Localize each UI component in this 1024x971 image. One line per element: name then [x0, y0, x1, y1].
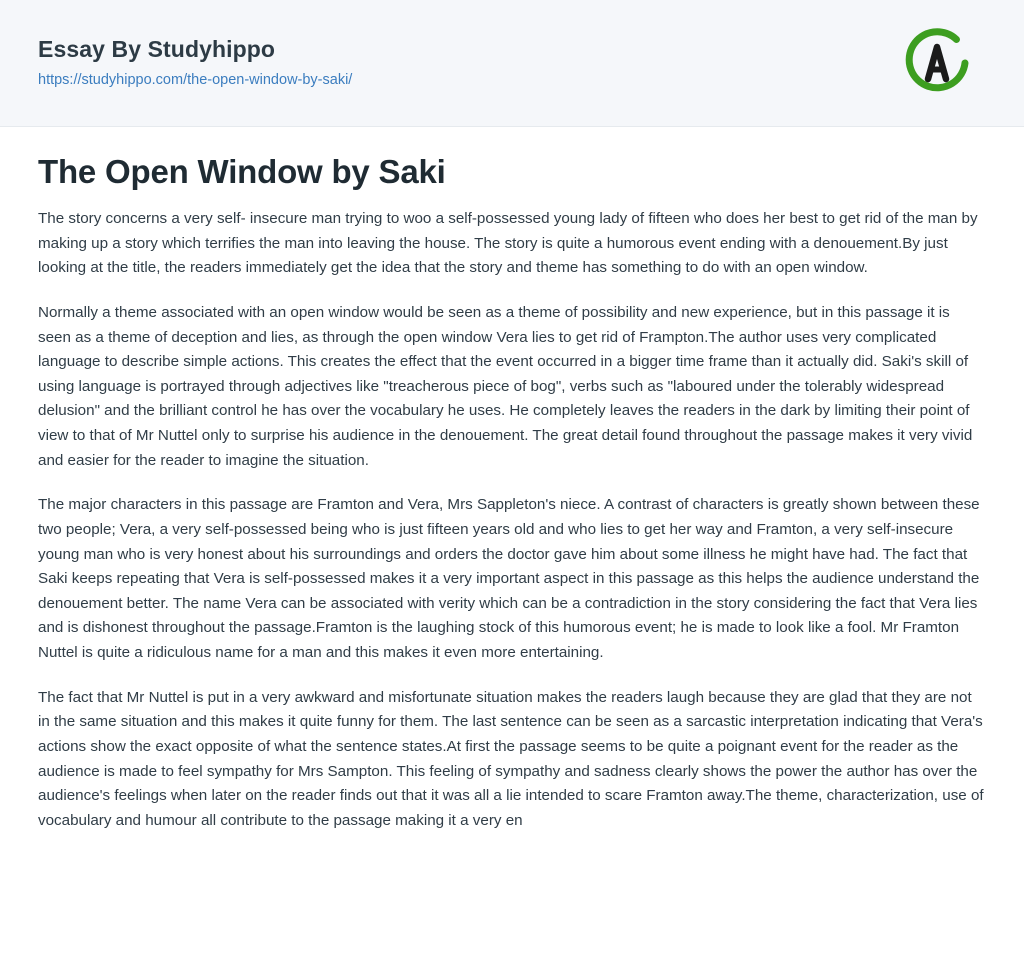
source-url-link[interactable]: https://studyhippo.com/the-open-window-by-saki/: [38, 71, 353, 88]
circular-a-logo-icon: [898, 24, 976, 102]
article-body: [0, 127, 1024, 863]
brand-block: [38, 37, 352, 88]
article-paragraph: The story concerns a very self- insecure man trying to woo a self-possessed young lady of fifteen who does her best to get rid of the man by making up a story which terrifies the man into leaving the house. The story is quite a humorous event ending with a denouement.By just looking at the title, the readers immediately get the idea that the story and theme has something to do with an open window.: [38, 210, 978, 277]
page-title: The Open Window by Saki: [38, 153, 446, 190]
article-paragraph: The fact that Mr Nuttel is put in a very awkward and misfortunate situation makes the readers laugh because they are glad that they are not in the same situation and this makes it quite funny for them. The last sentence can be seen as a sarcastic interpretation indicating that Vera's actions show the exact opposite of what the sentence states.At first the passage seems to be quite a poignant event for the reader as the audience is made to feel sympathy for Mrs Sampton. This feeling of sympathy and sadness clearly shows the power the author has over the audience's feelings when later on the reader finds out that it was all a lie intended to scare Framton away.The theme, characterization, use of vocabulary and humour all contribute to the passage making it a very en: [38, 688, 984, 829]
article-paragraph: The major characters in this passage are Framton and Vera, Mrs Sappleton's niece. A contrast of characters is greatly shown between these two people; Vera, a very self-possessed being who is just fifteen years old and who lies to get her way and Framton, a very self-insecure young man who is very honest about his surroundings and orders the doctor gave him about some illness he might have had. The fact that Saki keeps repeating that Vera is self-possessed makes it a very important aspect in this passage as this helps the audience understand the denouement better. The name Vera can be associated with verity which can be a contradiction in the story considering the fact that Vera lies and is dishonest throughout the passage.Framton is the laughing stock of this humorous event; he is made to look like a fool. Mr Framton Nuttel is quite a ridiculous name for a man and this makes it even more entertaining.: [38, 496, 980, 661]
page-header: [0, 0, 1024, 127]
site-title: Essay By Studyhippo: [38, 36, 276, 63]
article-paragraph: Normally a theme associated with an open window would be seen as a theme of possibility and new experience, but in this passage it is seen as a theme of deception and lies, as through the open window Vera lies to get rid of Frampton.The author uses very complicated language to describe simple actions. This creates the effect that the event occurred in a bigger time frame than it actually did. Saki's skill of using language is portrayed through adjectives like "treacherous piece of bog", verbs such as "laboured under the tolerably widespread delusion" and the brilliant control he has over the vocabulary he uses. He completely leaves the readers in the dark by limiting their point of view to that of Mr Nuttel only to surprise his audience in the denouement. The great detail found throughout the passage makes it very vivid and easier for the reader to imagine the situation.: [38, 303, 973, 469]
